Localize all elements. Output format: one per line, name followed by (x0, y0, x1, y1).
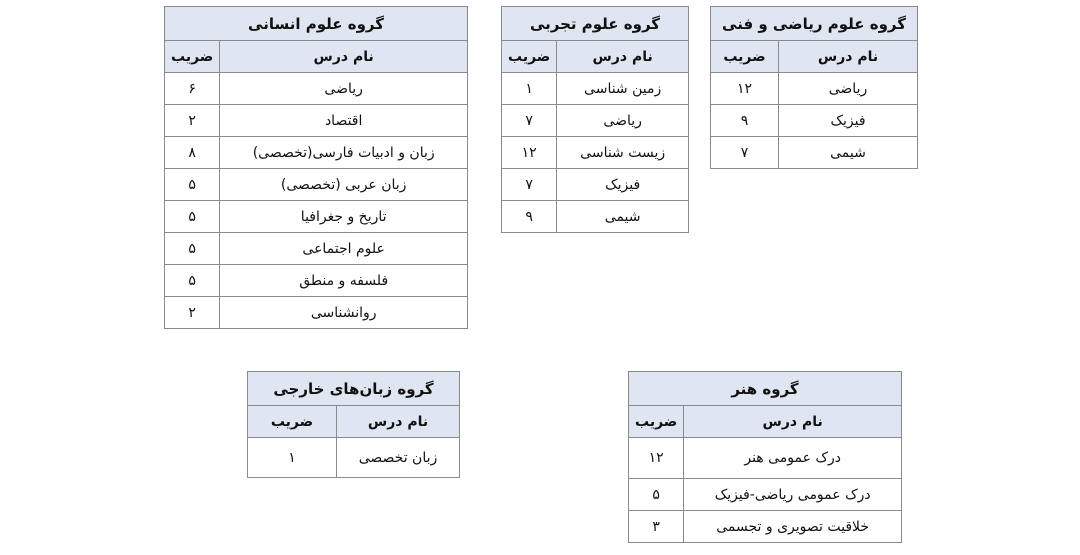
course-name: زمین شناسی (557, 73, 689, 105)
table-row (629, 479, 902, 511)
table-row (165, 169, 468, 201)
course-name: روانشناسی (220, 297, 468, 329)
course-coef: ۹ (502, 201, 557, 233)
course-coef: ۱۲ (502, 137, 557, 169)
table-row (165, 265, 468, 297)
math-group-title: گروه علوم ریاضی و فنی (711, 7, 918, 41)
table-row (629, 438, 902, 479)
table-row (165, 137, 468, 169)
course-coef: ۷ (502, 169, 557, 201)
humanities-col-coef: ضریب (165, 41, 220, 73)
course-coef: ۵ (165, 233, 220, 265)
course-coef: ۱ (502, 73, 557, 105)
course-coef: ۵ (165, 265, 220, 297)
course-coef: ۵ (629, 479, 684, 511)
course-coef: ۸ (165, 137, 220, 169)
course-name: درک عمومی هنر (684, 438, 902, 479)
course-name: زبان عربی (تخصصی) (220, 169, 468, 201)
table-row (248, 438, 460, 478)
table-row (711, 137, 918, 169)
course-name: ریاضی (220, 73, 468, 105)
table-row (165, 201, 468, 233)
experimental-group-title: گروه علوم تجربی (502, 7, 689, 41)
course-name: زبان تخصصی (337, 438, 460, 478)
course-coef: ۵ (165, 169, 220, 201)
math-col-coef: ضریب (711, 41, 779, 73)
art-group-title: گروه هنر (629, 372, 902, 406)
course-coef: ۲ (165, 297, 220, 329)
course-name: فیزیک (779, 105, 918, 137)
table-row (502, 169, 689, 201)
course-name: شیمی (779, 137, 918, 169)
course-name: علوم اجتماعی (220, 233, 468, 265)
course-name: درک عمومی ریاضی-فیزیک (684, 479, 902, 511)
humanities-col-name: نام درس (220, 41, 468, 73)
course-name: تاریخ و جغرافیا (220, 201, 468, 233)
languages-group-title: گروه زبان‌های خارجی (248, 372, 460, 406)
art-col-name: نام درس (684, 406, 902, 438)
math-col-name: نام درس (779, 41, 918, 73)
math-group-table (710, 6, 918, 169)
table-row (629, 511, 902, 543)
languages-col-coef: ضریب (248, 406, 337, 438)
course-coef: ۲ (165, 105, 220, 137)
course-name: اقتصاد (220, 105, 468, 137)
art-col-coef: ضریب (629, 406, 684, 438)
table-row (711, 73, 918, 105)
experimental-group-table (501, 6, 689, 233)
course-coef: ۱۲ (711, 73, 779, 105)
course-coef: ۷ (502, 105, 557, 137)
experimental-col-coef: ضریب (502, 41, 557, 73)
languages-group-table (247, 371, 460, 478)
table-row (165, 233, 468, 265)
table-row (165, 297, 468, 329)
course-coef: ۶ (165, 73, 220, 105)
languages-col-name: نام درس (337, 406, 460, 438)
course-name: فلسفه و منطق (220, 265, 468, 297)
table-row (711, 105, 918, 137)
course-name: شیمی (557, 201, 689, 233)
table-row (502, 137, 689, 169)
course-name: زیست شناسی (557, 137, 689, 169)
course-name: زبان و ادبیات فارسی(تخصصی) (220, 137, 468, 169)
table-row (502, 73, 689, 105)
table-row (502, 201, 689, 233)
humanities-group-table (164, 6, 468, 329)
course-coef: ۹ (711, 105, 779, 137)
course-coef: ۳ (629, 511, 684, 543)
course-coef: ۷ (711, 137, 779, 169)
art-group-table (628, 371, 902, 543)
table-row (165, 73, 468, 105)
course-name: ریاضی (779, 73, 918, 105)
course-name: ریاضی (557, 105, 689, 137)
table-row (502, 105, 689, 137)
course-coef: ۱ (248, 438, 337, 478)
humanities-group-title: گروه علوم انسانی (165, 7, 468, 41)
table-row (165, 105, 468, 137)
course-coef: ۱۲ (629, 438, 684, 479)
course-name: فیزیک (557, 169, 689, 201)
course-name: خلاقیت تصویری و تجسمی (684, 511, 902, 543)
experimental-col-name: نام درس (557, 41, 689, 73)
course-coef: ۵ (165, 201, 220, 233)
